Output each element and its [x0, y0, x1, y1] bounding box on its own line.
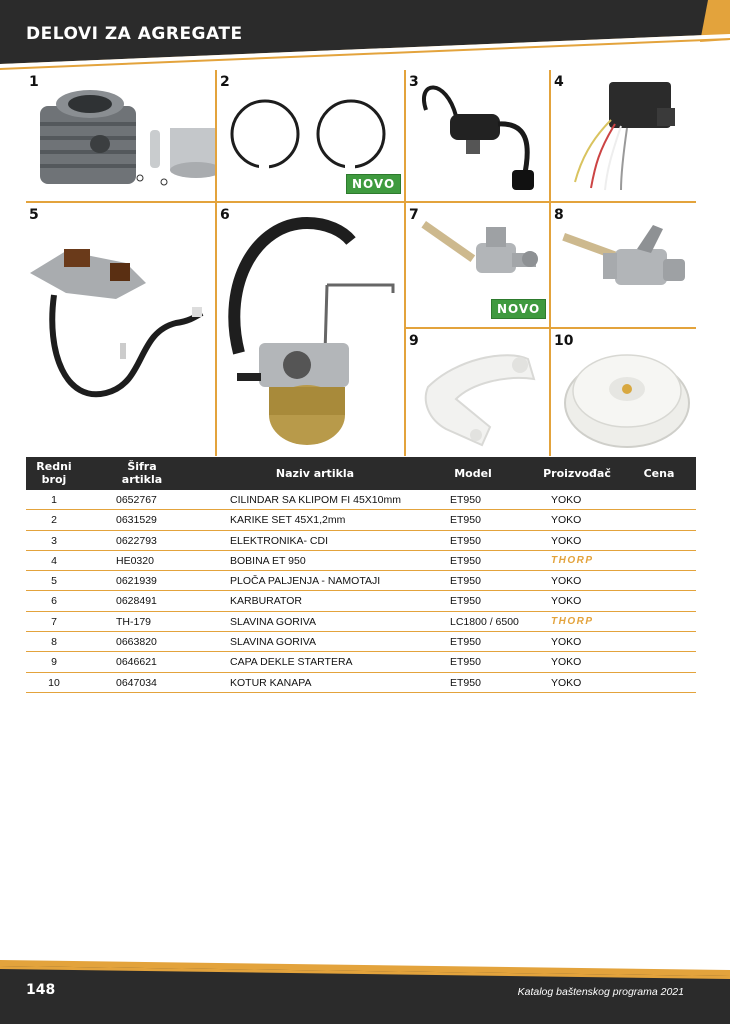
product-image-cell — [217, 70, 404, 201]
table-row — [26, 531, 696, 551]
item-number: 8 — [554, 207, 564, 223]
article-code: HE0320 — [116, 554, 154, 567]
row-number: 10 — [48, 676, 60, 689]
article-code: 0628491 — [116, 595, 157, 608]
product-image-cell — [26, 70, 215, 201]
article-name: CILINDAR SA KLIPOM FI 45X10mm — [230, 494, 401, 506]
carburetor-icon — [217, 203, 404, 456]
table-header — [26, 457, 696, 490]
item-number: 5 — [29, 207, 39, 223]
table-row — [26, 571, 696, 591]
article-model: LC1800 / 6500 — [450, 615, 519, 628]
article-code: 0663820 — [116, 636, 157, 649]
fuel-valve-icon — [551, 203, 696, 327]
article-model: ET950 — [450, 554, 481, 567]
row-number: 6 — [51, 595, 57, 608]
page-title: DELOVI ZA AGREGATE — [26, 24, 243, 44]
page-header — [0, 0, 730, 70]
article-model: ET950 — [450, 575, 481, 588]
cylinder-piston-icon — [26, 70, 215, 201]
col-header-price: Cena — [643, 467, 675, 480]
table-row — [26, 673, 696, 693]
cdi-module-icon — [551, 70, 696, 201]
article-model: ET950 — [450, 514, 481, 527]
article-code: 0647034 — [116, 676, 157, 689]
stator-plate-icon — [26, 203, 215, 456]
row-number: 9 — [51, 656, 57, 669]
table-row — [26, 652, 696, 672]
row-number: 4 — [51, 554, 57, 567]
article-name: CAPA DEKLE STARTERA — [230, 656, 353, 669]
product-image-cell — [551, 203, 696, 327]
item-number: 1 — [29, 74, 39, 90]
ignition-coil-icon — [406, 70, 549, 201]
article-model: ET950 — [450, 676, 481, 689]
article-name: SLAVINA GORIVA — [230, 636, 316, 649]
col-header-name: Naziv artikla — [275, 467, 355, 480]
article-manufacturer: YOKO — [551, 494, 582, 506]
table-row — [26, 632, 696, 652]
article-model: ET950 — [450, 595, 481, 608]
item-number: 10 — [554, 333, 574, 349]
col-header-model: Model — [454, 467, 492, 480]
article-model: ET950 — [450, 494, 481, 506]
novo-badge: NOVO — [346, 174, 401, 194]
row-number: 3 — [51, 534, 57, 547]
article-name: KARIKE SET 45X1,2mm — [230, 514, 346, 527]
article-manufacturer: YOKO — [551, 534, 582, 547]
page-number: 148 — [26, 982, 56, 998]
novo-badge: NOVO — [491, 299, 546, 319]
page-footer — [0, 960, 730, 1024]
table-row — [26, 612, 696, 632]
product-image-cell — [406, 70, 549, 201]
item-number: 6 — [220, 207, 230, 223]
col-header-no: Redni broj — [36, 460, 72, 486]
article-code: 0622793 — [116, 534, 157, 547]
rope-pulley-icon — [551, 329, 696, 456]
article-model: ET950 — [450, 636, 481, 649]
row-number: 1 — [51, 494, 57, 506]
article-model: ET950 — [450, 534, 481, 547]
starter-pawl-icon — [406, 329, 549, 456]
article-code: 0646621 — [116, 656, 157, 669]
item-number: 2 — [220, 74, 230, 90]
article-manufacturer: YOKO — [551, 636, 582, 649]
product-image-grid — [26, 70, 696, 456]
parts-table — [26, 490, 696, 693]
table-row — [26, 591, 696, 611]
article-name: BOBINA ET 950 — [230, 554, 306, 567]
product-image-cell — [26, 203, 215, 456]
article-manufacturer: YOKO — [551, 676, 582, 689]
catalog-title: Katalog baštenskog programa 2021 — [517, 986, 684, 998]
product-image-cell — [406, 329, 549, 456]
article-code: 0652767 — [116, 494, 157, 506]
article-name: KOTUR KANAPA — [230, 676, 312, 689]
row-number: 2 — [51, 514, 57, 527]
article-code: 0621939 — [116, 575, 157, 588]
col-header-code: Šifra artikla — [121, 460, 163, 486]
article-code: TH-179 — [116, 615, 152, 628]
product-image-cell — [406, 203, 549, 327]
article-code: 0631529 — [116, 514, 157, 527]
article-name: PLOČA PALJENJA - NAMOTAJI — [230, 575, 381, 588]
item-number: 9 — [409, 333, 419, 349]
row-number: 5 — [51, 575, 57, 588]
article-name: KARBURATOR — [230, 595, 302, 608]
article-name: ELEKTRONIKA- CDI — [230, 534, 329, 547]
product-image-cell — [551, 70, 696, 201]
row-number: 8 — [51, 636, 57, 649]
product-image-cell — [217, 203, 404, 456]
article-manufacturer: YOKO — [551, 575, 582, 588]
row-number: 7 — [51, 615, 57, 628]
article-manufacturer: YOKO — [551, 514, 582, 527]
col-header-manufacturer: Proizvođač — [543, 467, 611, 480]
article-name: SLAVINA GORIVA — [230, 615, 316, 628]
table-row — [26, 490, 696, 510]
item-number: 7 — [409, 207, 419, 223]
thorp-logo: THORP — [551, 554, 594, 566]
table-row — [26, 551, 696, 571]
article-manufacturer: YOKO — [551, 656, 582, 669]
table-row — [26, 510, 696, 530]
article-model: ET950 — [450, 656, 481, 669]
thorp-logo: THORP — [551, 615, 594, 627]
item-number: 4 — [554, 74, 564, 90]
item-number: 3 — [409, 74, 419, 90]
product-image-cell — [551, 329, 696, 456]
article-manufacturer: YOKO — [551, 595, 582, 608]
